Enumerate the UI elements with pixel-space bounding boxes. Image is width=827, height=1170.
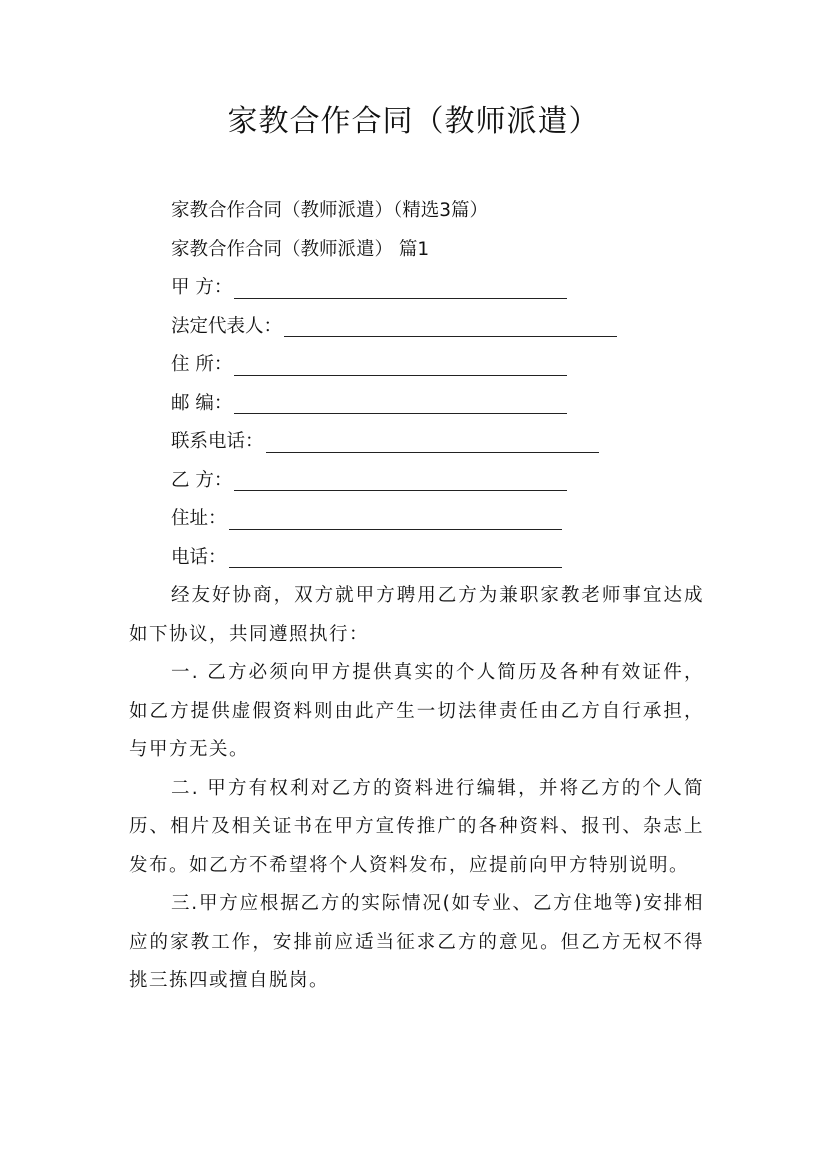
- blank-line: [234, 466, 567, 491]
- paragraph-clause-2: 二. 甲方有权利对乙方的资料进行编辑，并将乙方的个人简历、相片及相关证书在甲方宣传推广的各种资料、报刊、杂志上发布。如乙方不希望将个人资料发布，应提前向甲方特别说明。: [129, 777, 704, 876]
- section-heading: 家教合作合同（教师派遣） 篇1: [171, 238, 430, 260]
- blank-line: [234, 351, 567, 376]
- field-label: 联系电话：: [171, 431, 264, 452]
- field-party-a: [129, 269, 704, 308]
- field-label: 住 所：: [171, 354, 233, 375]
- subtitle: 家教合作合同（教师派遣）（精选3篇）: [171, 200, 489, 221]
- field-party-b: [129, 462, 704, 501]
- field-postcode: [129, 385, 704, 424]
- document-body: [129, 192, 704, 1001]
- blank-line: [229, 543, 562, 568]
- field-label: 法定代表人：: [171, 315, 283, 337]
- blank-line: [266, 428, 599, 453]
- blank-line: [234, 389, 567, 414]
- field-residence: [129, 346, 704, 385]
- document-title: 家教合作合同（教师派遣）: [227, 104, 600, 139]
- field-label: 住址：: [171, 508, 227, 529]
- field-phone-contact: [129, 423, 704, 462]
- field-label: 乙 方：: [171, 469, 233, 491]
- field-phone: [129, 539, 704, 578]
- paragraph-intro: 经友好协商，双方就甲方聘用乙方为兼职家教老师事宜达成如下协议，共同遵照执行：: [129, 585, 704, 645]
- blank-line: [284, 312, 617, 337]
- field-label: 电话：: [171, 546, 227, 568]
- paragraph-clause-3: 三.甲方应根据乙方的实际情况(如专业、乙方住地等)安排相应的家教工作，安排前应适当征求乙方的意见。但乙方无权不得挑三拣四或擅自脱岗。: [129, 893, 704, 991]
- field-legal-representative: [129, 308, 704, 347]
- field-address: [129, 500, 704, 539]
- field-label: 邮 编：: [171, 392, 233, 414]
- blank-line: [229, 505, 562, 530]
- blank-line: [234, 274, 567, 299]
- field-label: 甲 方：: [171, 277, 233, 298]
- paragraph-clause-1: 一. 乙方必须向甲方提供真实的个人简历及各种有效证件，如乙方提供虚假资料则由此产生一切法律责任由乙方自行承担，与甲方无关。: [129, 662, 704, 760]
